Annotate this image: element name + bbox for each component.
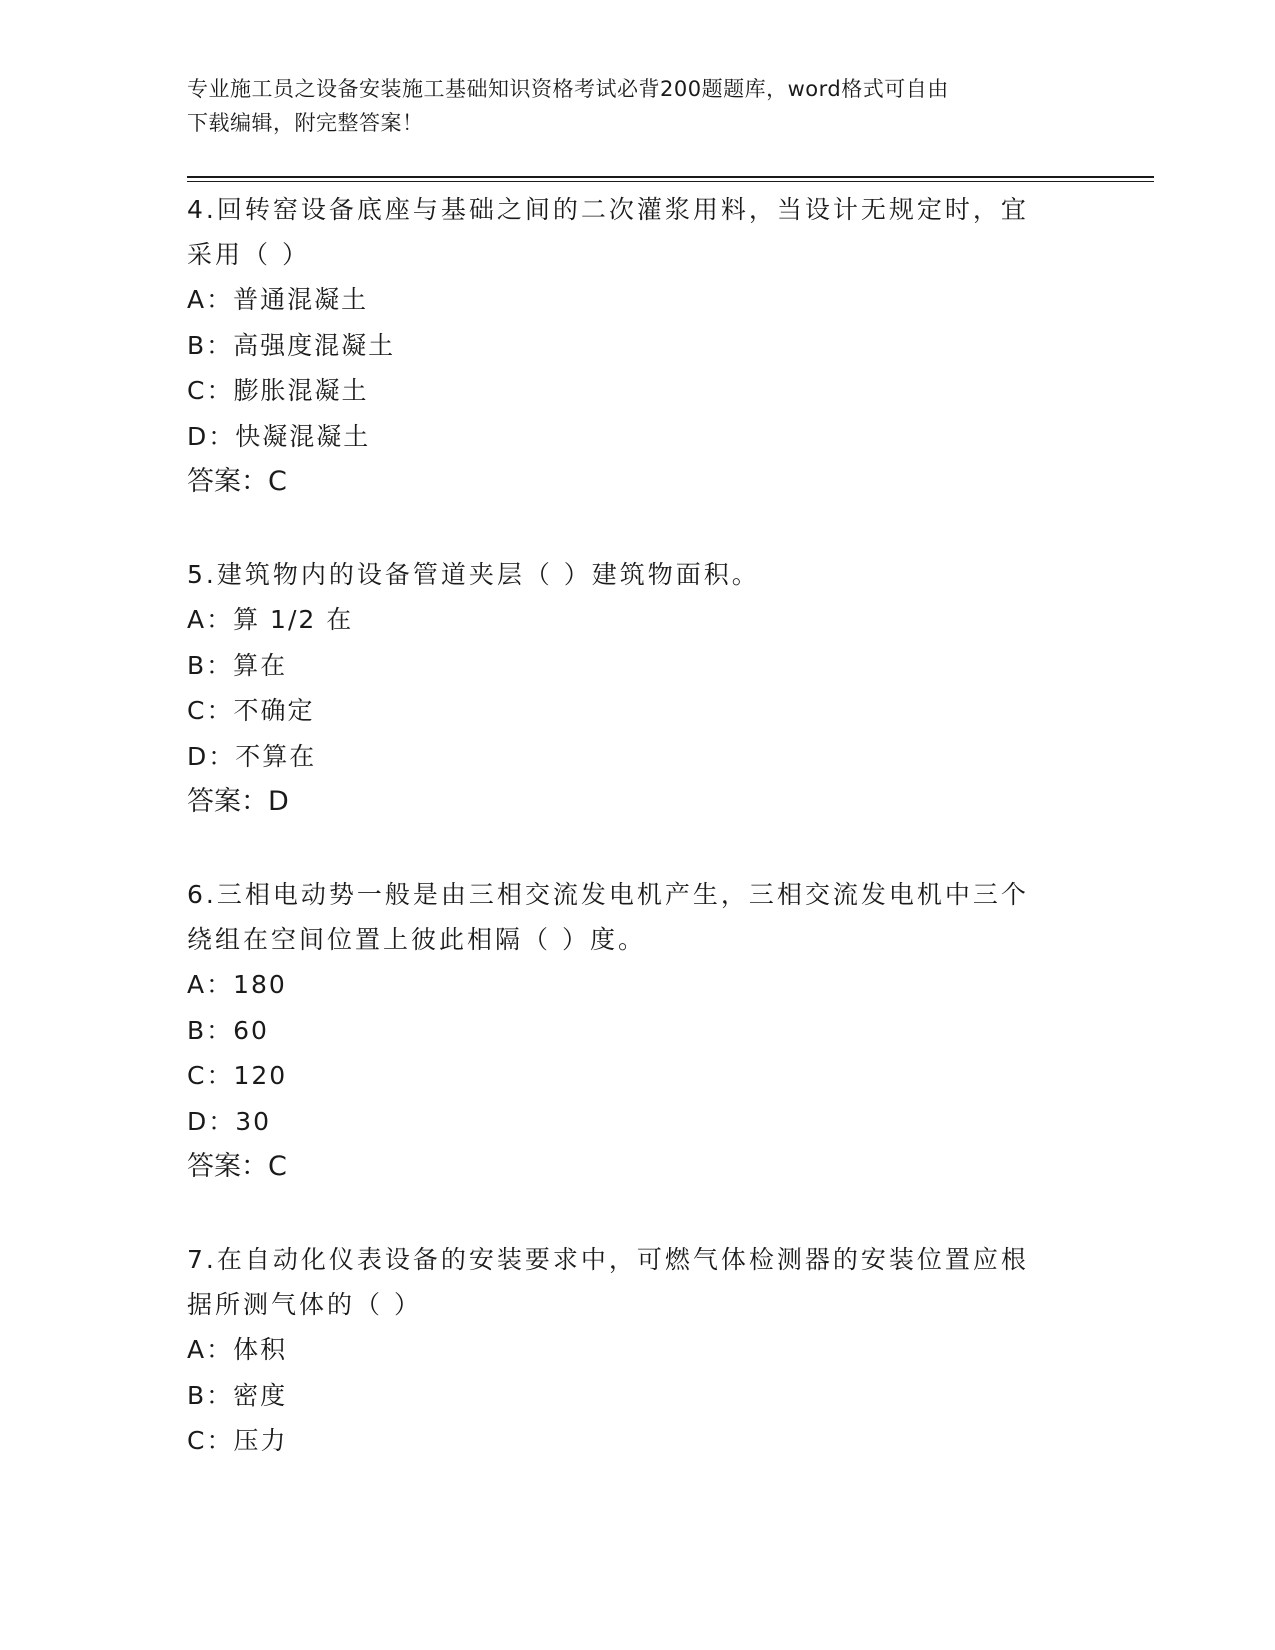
option-a: A：体积 bbox=[187, 1335, 288, 1364]
answer-line: 答案：C bbox=[187, 466, 287, 497]
document-header: 专业施工员之设备安装施工基础知识资格考试必背200题题库，word格式可自由 下载编辑，附完整答案！ bbox=[187, 77, 949, 135]
option-b: B：60 bbox=[187, 1015, 269, 1045]
option-b: B：高强度混凝土 bbox=[187, 330, 396, 360]
option-a: A：算 1/2 在 bbox=[187, 605, 354, 634]
header-divider-thin bbox=[187, 181, 1154, 182]
option-a: A：普通混凝土 bbox=[187, 285, 369, 314]
question-stem: 4.回转窑设备底座与基础之间的二次灌浆用料，当设计无规定时，宜采用（ ） bbox=[187, 195, 1029, 269]
question-6 bbox=[187, 872, 1067, 1189]
header-divider-thick bbox=[187, 176, 1154, 178]
question-stem: 7.在自动化仪表设备的安装要求中，可燃气体检测器的安装位置应根据所测气体的（ ） bbox=[187, 1245, 1029, 1319]
option-a: A：180 bbox=[187, 970, 287, 999]
question-5 bbox=[187, 552, 1067, 824]
option-b: B：算在 bbox=[187, 650, 288, 680]
option-b: B：密度 bbox=[187, 1380, 288, 1410]
option-d: D：不算在 bbox=[187, 741, 317, 771]
option-d: D：快凝混凝土 bbox=[187, 421, 371, 451]
question-list bbox=[187, 187, 1067, 1512]
question-stem: 6.三相电动势一般是由三相交流发电机产生，三相交流发电机中三个绕组在空间位置上彼此相隔（ ）度。 bbox=[187, 880, 1029, 954]
option-c: C：不确定 bbox=[187, 696, 315, 725]
option-c: C：压力 bbox=[187, 1426, 288, 1455]
question-4 bbox=[187, 187, 1067, 504]
question-7 bbox=[187, 1237, 1067, 1464]
answer-line: 答案：D bbox=[187, 786, 289, 817]
option-c: C：120 bbox=[187, 1061, 288, 1090]
option-c: C：膨胀混凝土 bbox=[187, 376, 369, 405]
answer-line: 答案：C bbox=[187, 1151, 287, 1182]
option-d: D：30 bbox=[187, 1106, 272, 1136]
question-stem: 5.建筑物内的设备管道夹层（ ）建筑物面积。 bbox=[187, 560, 760, 589]
